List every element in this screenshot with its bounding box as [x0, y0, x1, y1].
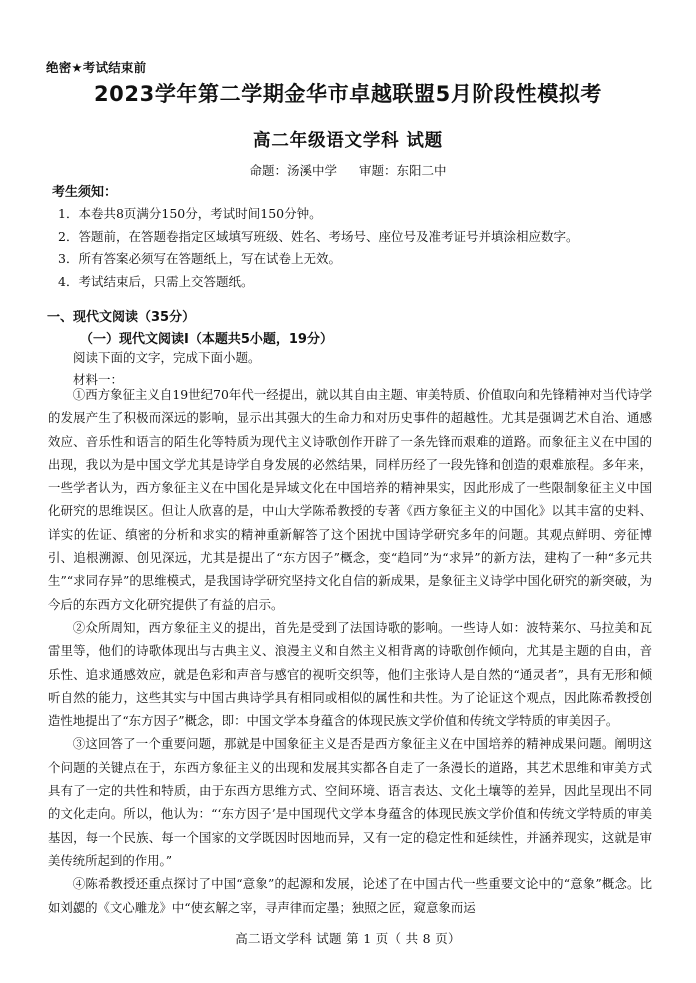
passage-paragraph: ③这回答了一个重要问题，那就是中国象征主义是否是西方象征主义在中国培养的精神成果问题。阐明这个问题的关键点在于，东西方象征主义的出现和发展其实都各自走了一条漫长的道路，其艺术思维和审美方式具有了一定的共性和特质，由于东西方思维方式、空间环境、语言表达、文化土壤等的差异，因此呈现出不同的文化走向。所以，他认为：“‘东方因子’是中国现代文学本身蕴含的体现民族文学价值和传统文学特质的审美基因，每一个民族、每一个国家的文学既因时因地而异，又有一定的稳定性和延续性，并涵养现实，这就是审美传统所起到的作用。”	[48, 736, 652, 868]
reviewer-credit: 审题：东阳二中	[358, 163, 447, 178]
section-heading: 一、现代文阅读（35分）	[47, 310, 196, 325]
subsection-heading: （一）现代文阅读Ⅰ（本题共5小题，19分）	[80, 332, 333, 347]
material-label: 材料一：	[73, 371, 124, 387]
page-footer: 高二语文学科 试题 第 1 页（ 共 8 页）	[235, 931, 461, 946]
exam-authors	[0, 161, 696, 179]
notice-item: 3．所有答案必须写在答题纸上，写在试卷上无效。	[58, 251, 341, 266]
confidential-label: 绝密★考试结束前	[46, 60, 147, 75]
notice-item: 2．答题前，在答题卷指定区域填写班级、姓名、考场号、座位号及准考证号并填涂相应数字。	[58, 228, 579, 244]
passage-body	[48, 383, 652, 919]
notice-heading: 考生须知：	[52, 185, 118, 200]
notice-item: 4．考试结束后，只需上交答题纸。	[58, 273, 254, 289]
setter-credit: 命题：汤溪中学	[249, 163, 337, 178]
notice-item: 1．本卷共8页满分150分，考试时间150分钟。	[58, 206, 322, 221]
exam-subtitle: 高二年级语文学科 试题	[253, 131, 443, 151]
notice-list	[58, 203, 658, 293]
passage-paragraph: ①西方象征主义自19世纪70年代一经提出，就以其自由主题、审美特质、价值取向和先锋精神对当代诗学的发展产生了积极而深远的影响，显示出其强大的生命力和对历史事件的超越性。尤其是强调艺术自治、通感效应、音乐性和语言的陌生化等特质为现代主义诗歌创作开辟了一条先锋而艰难的道路。而象征主义在中国的出现，我以为是中国文学尤其是诗学自身发展的必然结果，同样历经了一段先锋和创造的艰难旅程。多年来，一些学者认为，西方象征主义在中国化是异域文化在中国培养的精神果实，因此形成了一些限制象征主义中国化研究的思维误区。但让人欣喜的是，中山大学陈希教授的专著《西方象征主义的中国化》以其丰富的史料、详实的佐证、缜密的分析和求实的精神重新解答了这个困扰中国诗学研究多年的问题。其观点鲜明、旁征博引、追根溯源、创见深远，尤其是提出了“东方因子”概念，变“趋同”为“求异”的新方法，建构了一种“多元共生”“求同存异”的思维模式，是我国诗学研究坚持文化自信的新成果，是象征主义诗学中国化研究的新突破，为今后的东西方文化研究提供了有益的启示。	[48, 387, 652, 612]
instruction-text: 阅读下面的文字，完成下面小题。	[73, 350, 261, 365]
passage-paragraph: ②众所周知，西方象征主义的提出，首先是受到了法国诗歌的影响。一些诗人如：波特莱尔、马拉美和瓦雷里等，他们的诗歌体现出与古典主义、浪漫主义和自然主义相背离的诗歌创作倾向，尤其是主题的自由，音乐性、追求通感效应，就是色彩和声音与感官的视听交织等，他们主张诗人是自然的“通灵者”，具有无形和倾听自然的能力，这些其实与中国古典诗学具有相同或相似的属性和共性。为了论证这个观点，因此陈希教授创造性地提出了“东方因子”概念，即：中国文学本身蕴含的体现民族文学价值和传统文学特质的审美因子。	[48, 619, 652, 729]
passage-paragraph: ④陈希教授还重点探讨了中国“意象”的起源和发展，论述了在中国古代一些重要文论中的“意象”概念。比如刘勰的《文心雕龙》中“使玄解之宰，寻声律而定墨；独照之匠，窥意象而运	[48, 876, 652, 915]
exam-title: 2023学年第二学期金华市卓越联盟5月阶段性模拟考	[93, 82, 603, 106]
